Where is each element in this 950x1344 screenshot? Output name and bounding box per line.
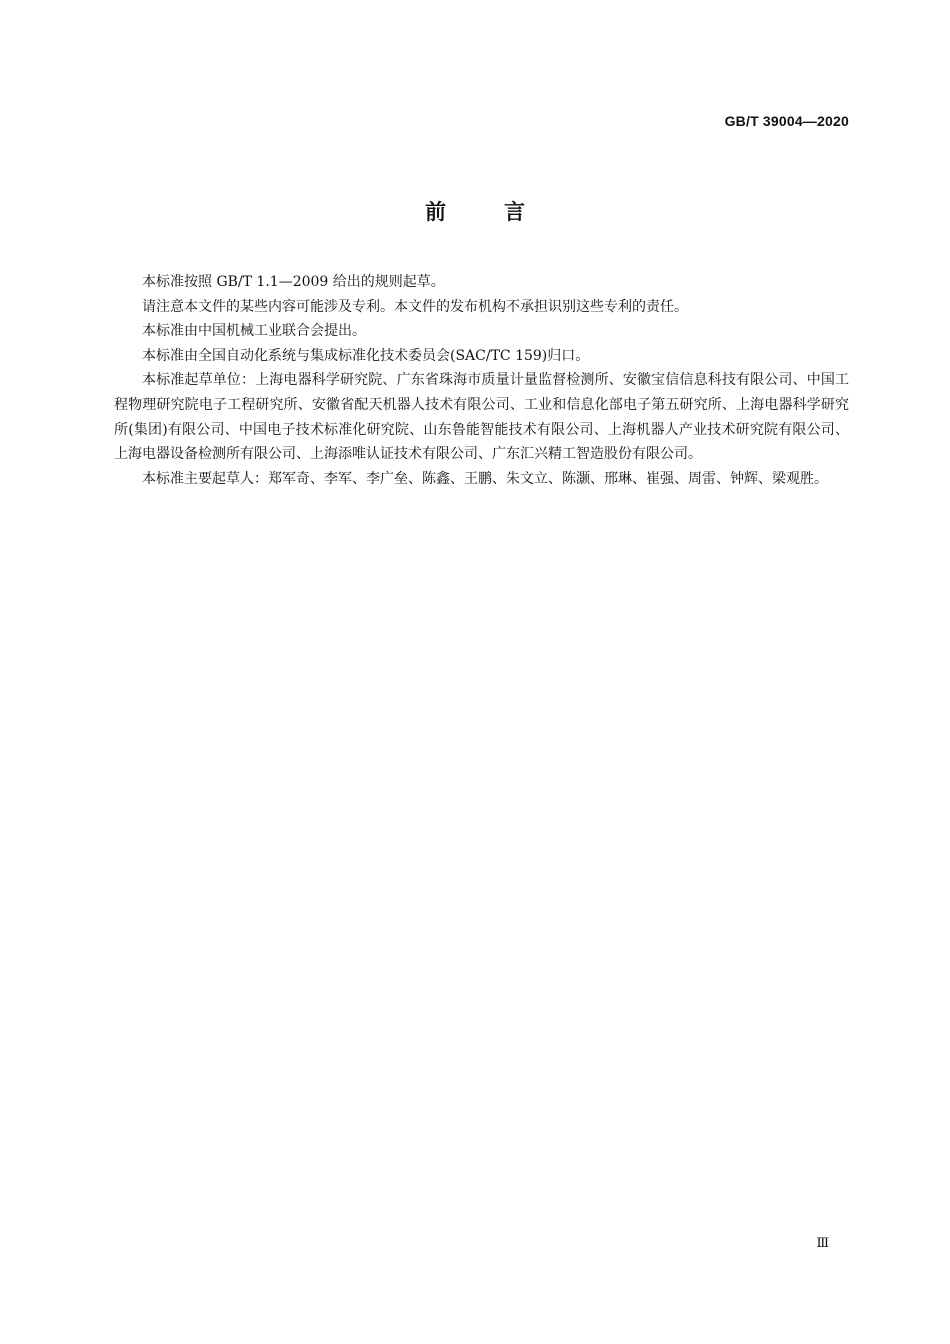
paragraph-drafters: 本标准主要起草人：郑军奇、李军、李广垒、陈鑫、王鹏、朱文立、陈灏、邢琳、崔强、周雷、钟辉、梁观胜。: [142, 470, 828, 487]
foreword-body: [114, 270, 849, 491]
standard-code: GB/T 39004—2020: [724, 113, 849, 129]
paragraph-drafting-units: 本标准起草单位：上海电器科学研究院、广东省珠海市质量计量监督检测所、安徽宝信信息科技有限公司、中国工程物理研究院电子工程研究所、安徽省配天机器人技术有限公司、工业和信息化部电子第五研究所、上海电器科学研究所(集团)有限公司、中国电子技术标准化研究院、山东鲁能智能技术有限公司、上海机器人产业技术研究院有限公司、上海电器设备检测所有限公司、上海添唯认证技术有限公司、广东汇兴精工智造股份有限公司。: [114, 372, 849, 463]
page-number: Ⅲ: [816, 1236, 829, 1251]
paragraph-patent-notice: 请注意本文件的某些内容可能涉及专利。本文件的发布机构不承担识别这些专利的责任。: [142, 298, 688, 315]
paragraph-technical-committee: 本标准由全国自动化系统与集成标准化技术委员会(SAC/TC 159)归口。: [142, 347, 590, 364]
paragraph-drafting-rules: 本标准按照 GB/T 1.1—2009 给出的规则起草。: [142, 274, 445, 290]
paragraph-proposer: 本标准由中国机械工业联合会提出。: [142, 323, 366, 340]
page-title: 前言: [425, 200, 583, 224]
